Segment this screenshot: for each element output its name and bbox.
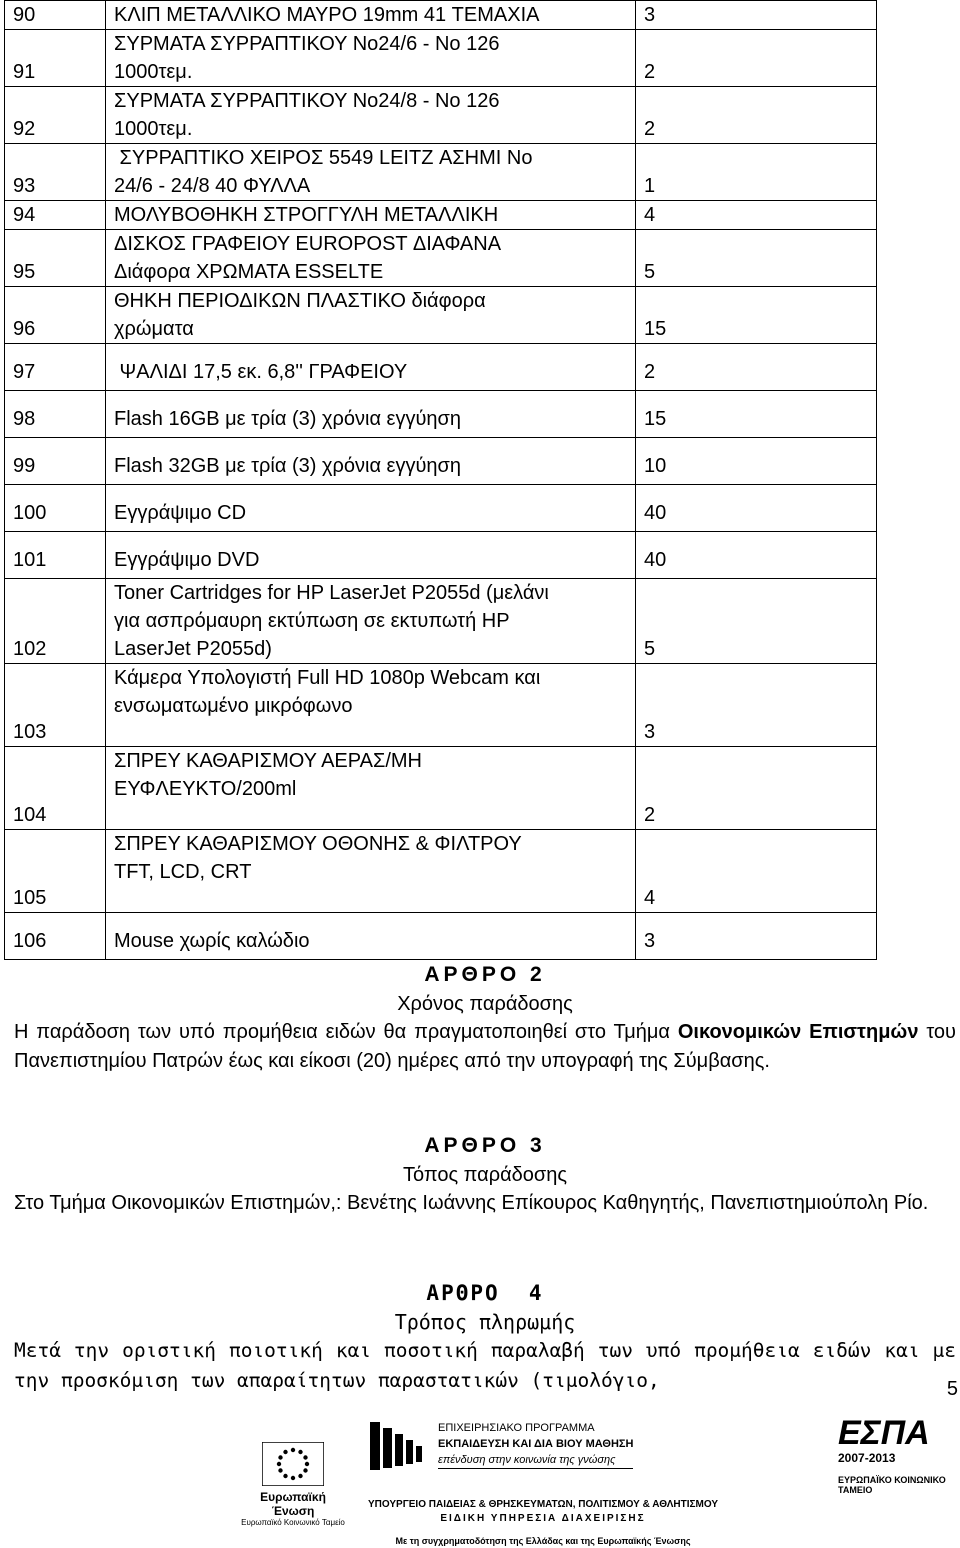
item-quantity: 1 bbox=[636, 144, 877, 201]
item-number: 100 bbox=[5, 485, 106, 532]
item-description bbox=[106, 664, 636, 747]
item-quantity: 40 bbox=[636, 532, 877, 579]
item-quantity: 2 bbox=[636, 87, 877, 144]
table-row bbox=[5, 913, 877, 960]
item-description-line: ΣΥΡΜΑΤΑ ΣΥΡΡΑΠΤΙΚΟΥ Νο24/6 - Νο 126 bbox=[114, 33, 500, 55]
item-description-line: ΣΥΡΜΑΤΑ ΣΥΡΡΑΠΤΙΚΟΥ Νο24/8 - Νο 126 bbox=[114, 90, 500, 112]
item-description-line: ΔΙΣΚΟΣ ΓΡΑΦΕΙΟΥ EUROPOST ΔΙΑΦΑΝΑ bbox=[114, 233, 502, 255]
table-row bbox=[5, 485, 877, 532]
article-4-title: ΑΡΘΡΟ 4 bbox=[426, 1281, 544, 1305]
item-number: 96 bbox=[5, 287, 106, 344]
table-row bbox=[5, 87, 877, 144]
item-number: 90 bbox=[5, 1, 106, 30]
item-description-line: ΕΥΦΛΕΥΚΤΟ/200ml bbox=[114, 778, 297, 800]
item-description-line: χρώματα bbox=[114, 318, 194, 340]
table-row bbox=[5, 747, 877, 830]
item-number: 105 bbox=[5, 830, 106, 913]
espa-fund: ΕΥΡΩΠΑΪΚΟ ΚΟΙΝΩΝΙΚΟ ΤΑΜΕΙΟ bbox=[838, 1475, 946, 1495]
item-quantity: 10 bbox=[636, 438, 877, 485]
item-number: 95 bbox=[5, 230, 106, 287]
article-4-body: Μετά την οριστική ποιοτική και ποσοτική παραλαβή των υπό προμήθεια ειδών και με την προσκόμιση των απαραίτητων παραστατικών (τιμολόγιο, bbox=[14, 1339, 956, 1392]
item-number: 94 bbox=[5, 201, 106, 230]
eu-flag-icon bbox=[262, 1442, 324, 1486]
item-quantity: 2 bbox=[636, 747, 877, 830]
item-description-line: 24/6 - 24/8 40 ΦΥΛΛΑ bbox=[114, 175, 311, 197]
item-description bbox=[106, 830, 636, 913]
item-description bbox=[106, 913, 636, 960]
article-2-body-text-end: του Πανεπιστημίου Πατρών έως και είκοσι (20) ημέρες από την υπογραφή της Σύμβασης. bbox=[14, 1021, 956, 1072]
item-description-line: LaserJet P2055d) bbox=[114, 638, 272, 660]
item-quantity: 40 bbox=[636, 485, 877, 532]
ministry-text bbox=[368, 1498, 718, 1548]
item-description bbox=[106, 485, 636, 532]
item-description-line: ΣΠΡΕΥ ΚΑΘΑΡΙΣΜΟΥ ΑΕΡΑΣ/ΜΗ bbox=[114, 750, 422, 772]
article-2-body bbox=[14, 1018, 956, 1076]
item-number: 104 bbox=[5, 747, 106, 830]
item-description-line: Mouse χωρίς καλώδιο bbox=[114, 930, 310, 952]
table-row bbox=[5, 144, 877, 201]
table-row bbox=[5, 201, 877, 230]
eu-subtitle: Ευρωπαϊκό Κοινωνικό Ταμείο bbox=[241, 1518, 345, 1527]
item-quantity: 5 bbox=[636, 579, 877, 664]
cofinance-text: Με τη συγχρηματοδότηση της Ελλάδας και της Ευρωπαϊκής Ένωσης bbox=[395, 1536, 691, 1546]
item-description bbox=[106, 438, 636, 485]
article-2-title: ΑΡΘΡΟ 2 bbox=[424, 963, 546, 986]
espa-title: ΕΣΠΑ bbox=[838, 1414, 930, 1452]
item-description-line: Εγγράψιμο DVD bbox=[114, 549, 260, 571]
item-number: 103 bbox=[5, 664, 106, 747]
item-description bbox=[106, 579, 636, 664]
item-description-line: ΚΛΙΠ ΜΕΤΑΛΛΙΚΟ ΜΑΥΡΟ 19mm 41 ΤΕΜΑΧΙΑ bbox=[114, 4, 540, 26]
page-number: 5 bbox=[946, 1378, 958, 1400]
item-description-line: Κάμερα Υπολογιστή Full HD 1080p Webcam και bbox=[114, 667, 541, 689]
item-description-line: ΘΗΚΗ ΠΕΡΙΟΔΙΚΩΝ ΠΛΑΣΤΙΚΟ διάφορα bbox=[114, 290, 486, 312]
table-row bbox=[5, 30, 877, 87]
item-description bbox=[106, 344, 636, 391]
program-line-2: ΕΚΠΑΙΔΕΥΣΗ ΚΑΙ ΔΙΑ ΒΙΟΥ ΜΑΘΗΣΗ bbox=[438, 1438, 634, 1450]
item-quantity: 3 bbox=[636, 913, 877, 960]
item-number: 98 bbox=[5, 391, 106, 438]
item-description-line: Εγγράψιμο CD bbox=[114, 502, 247, 524]
table-row bbox=[5, 579, 877, 664]
item-number: 101 bbox=[5, 532, 106, 579]
article-3-body: Στο Τμήμα Οικονομικών Επιστημών,: Βενέτης Ιωάννης Επίκουρος Καθηγητής, Πανεπιστημιούπολη Ρίο. bbox=[14, 1192, 929, 1214]
item-description-line: ΣΥΡΡΑΠΤΙΚΟ ΧΕΙΡΟΣ 5549 LEITZ ΑΣΗΜΙ Νο bbox=[114, 147, 533, 169]
item-description-line: Διάφορα ΧΡΩΜΑΤΑ ESSELTE bbox=[114, 261, 384, 283]
table-row bbox=[5, 532, 877, 579]
item-description-line: Flash 16GB με τρία (3) χρόνια εγγύηση bbox=[114, 408, 462, 430]
ministry-name: ΥΠΟΥΡΓΕΙΟ ΠΑΙΔΕΙΑΣ & ΘΡΗΣΚΕΥΜΑΤΩΝ, ΠΟΛΙΤΙΣΜΟΥ & ΑΘΛΗΤΙΣΜΟΥ bbox=[368, 1499, 718, 1510]
item-description-line: ΜΟΛΥΒΟΘΗΚΗ ΣΤΡΟΓΓΥΛΗ ΜΕΤΑΛΛΙΚΗ bbox=[114, 204, 499, 226]
item-number: 93 bbox=[5, 144, 106, 201]
item-quantity: 5 bbox=[636, 230, 877, 287]
item-description bbox=[106, 30, 636, 87]
item-quantity: 15 bbox=[636, 287, 877, 344]
item-quantity: 2 bbox=[636, 344, 877, 391]
item-description-line: TFT, LCD, CRT bbox=[114, 861, 252, 883]
item-description-line: Flash 32GB με τρία (3) χρόνια εγγύηση bbox=[114, 455, 462, 477]
item-description bbox=[106, 87, 636, 144]
item-description-line: για ασπρόμαυρη εκτύπωση σε εκτυπωτή HP bbox=[114, 610, 510, 632]
item-quantity: 2 bbox=[636, 30, 877, 87]
table-row bbox=[5, 391, 877, 438]
item-description-line: 1000τεμ. bbox=[114, 118, 193, 140]
item-description-line: Toner Cartridges for HP LaserJet P2055d (μελάνι bbox=[114, 582, 549, 604]
program-line-3: επένδυση στην κοινωνία της γνώσης bbox=[438, 1452, 633, 1469]
item-description bbox=[106, 747, 636, 830]
item-number: 106 bbox=[5, 913, 106, 960]
program-text bbox=[438, 1420, 633, 1469]
article-2-body-text: Η παράδοση των υπό προμήθεια ειδών θα πραγματοποιηθεί στο Τμήμα bbox=[14, 1021, 678, 1043]
article-4 bbox=[14, 1278, 956, 1396]
item-quantity: 3 bbox=[636, 664, 877, 747]
eu-logo bbox=[238, 1442, 348, 1527]
article-4-subtitle: Τρόπος πληρωμής bbox=[394, 1310, 576, 1334]
items-table bbox=[4, 0, 877, 960]
item-number: 97 bbox=[5, 344, 106, 391]
table-row bbox=[5, 287, 877, 344]
item-description-line: ενσωματωμένο μικρόφωνο bbox=[114, 695, 353, 717]
book-emblem-icon bbox=[368, 1418, 430, 1474]
item-quantity: 4 bbox=[636, 830, 877, 913]
article-3-subtitle: Τόπος παράδοσης bbox=[402, 1164, 568, 1186]
item-quantity: 3 bbox=[636, 1, 877, 30]
item-number: 92 bbox=[5, 87, 106, 144]
item-quantity: 4 bbox=[636, 201, 877, 230]
article-3-title: ΑΡΘΡΟ 3 bbox=[424, 1134, 546, 1157]
program-line-1: ΕΠΙΧΕΙΡΗΣΙΑΚΟ ΠΡΟΓΡΑΜΜΑ bbox=[438, 1422, 595, 1434]
item-description-line: ΨΑΛΙΔΙ 17,5 εκ. 6,8'' ΓΡΑΦΕΙΟΥ bbox=[114, 361, 408, 383]
table-row bbox=[5, 830, 877, 913]
ministry-subtitle: ΕΙΔΙΚΗ ΥΠΗΡΕΣΙΑ ΔΙΑΧΕΙΡΙΣΗΣ bbox=[440, 1513, 646, 1524]
table-row bbox=[5, 1, 877, 30]
table-row bbox=[5, 438, 877, 485]
item-quantity: 15 bbox=[636, 391, 877, 438]
footer-logos bbox=[0, 1410, 960, 1546]
table-row bbox=[5, 344, 877, 391]
article-2-body-bold: Οικονομικών Επιστημών bbox=[677, 1021, 919, 1043]
item-number: 99 bbox=[5, 438, 106, 485]
article-2-subtitle: Χρόνος παράδοσης bbox=[397, 993, 573, 1015]
item-description-line: 1000τεμ. bbox=[114, 61, 193, 83]
item-description bbox=[106, 287, 636, 344]
item-description-line: ΣΠΡΕΥ ΚΑΘΑΡΙΣΜΟΥ ΟΘΟΝΗΣ & ΦΙΛΤΡΟΥ bbox=[114, 833, 522, 855]
item-number: 102 bbox=[5, 579, 106, 664]
item-description bbox=[106, 201, 636, 230]
item-description bbox=[106, 391, 636, 438]
article-3 bbox=[14, 1131, 956, 1218]
item-number: 91 bbox=[5, 30, 106, 87]
table-row bbox=[5, 230, 877, 287]
item-description bbox=[106, 144, 636, 201]
eu-title: Ευρωπαϊκή Ένωση bbox=[260, 1490, 326, 1518]
item-description bbox=[106, 532, 636, 579]
item-description bbox=[106, 1, 636, 30]
espa-logo bbox=[838, 1414, 956, 1495]
item-description bbox=[106, 230, 636, 287]
article-2 bbox=[14, 960, 956, 1076]
table-row bbox=[5, 664, 877, 747]
espa-years: 2007-2013 bbox=[838, 1451, 896, 1465]
